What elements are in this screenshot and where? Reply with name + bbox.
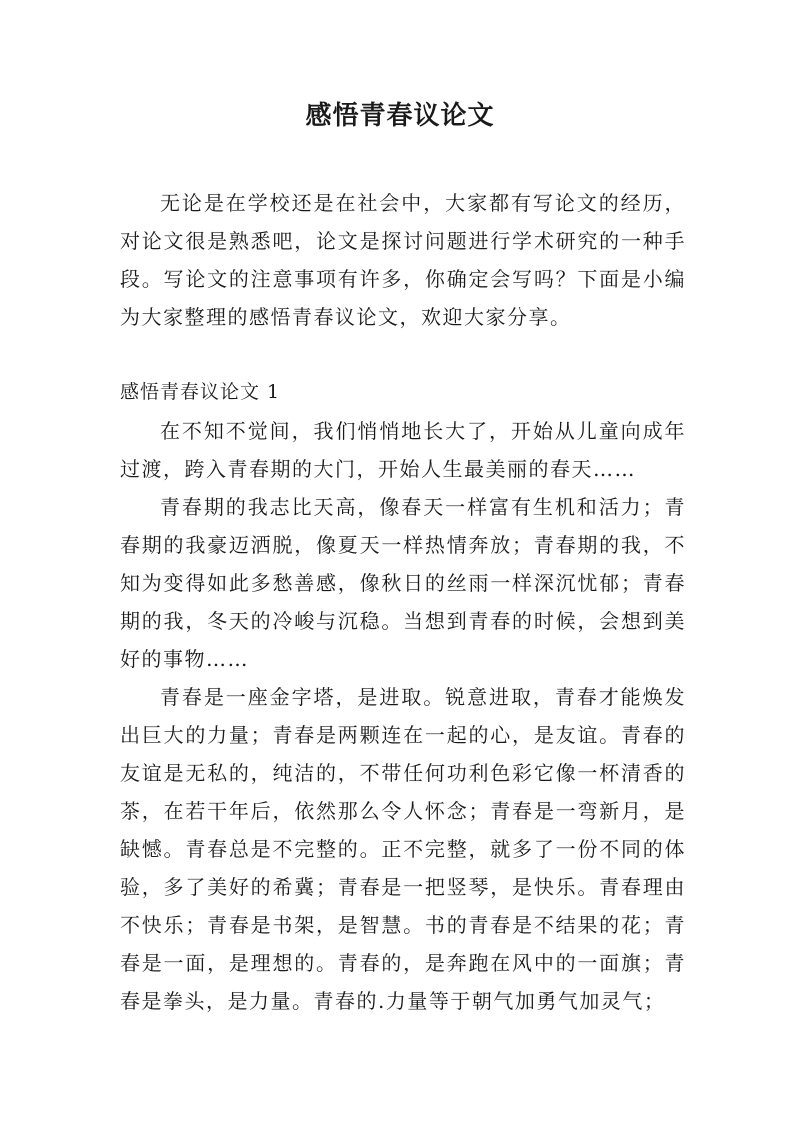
- document-title: 感悟青春议论文: [305, 101, 495, 131]
- essay-paragraph: 在不知不觉间，我们悄悄地长大了，开始从儿童向成年过渡，跨入青春期的大门，开始人生最美丽的春天……: [120, 419, 686, 481]
- essay-paragraph: 青春是一座金字塔，是进取。锐意进取，青春才能焕发出巨大的力量；青春是两颗连在一起的心，是友谊。青春的友谊是无私的，纯洁的，不带任何功利色彩它像一杯清香的茶，在若干年后，依然那么令人怀念；青春是一弯新月，是缺憾。青春总是不完整的。正不完整，就多了一份不同的体验，多了美好的希冀；青春是一把竖琴，是快乐。青春理由不快乐；青春是书架，是智慧。书的青春是不结果的花；青春是一面，是理想的。青春的，是奔跑在风中的一面旗；青春是拳头，是力量。青春的.力量等于朝气加勇气加灵气；: [120, 685, 686, 1013]
- essay-section: [120, 372, 686, 1020]
- section-heading: 感悟青春议论文 1: [120, 381, 281, 403]
- essay-paragraph: 青春期的我志比天高，像春天一样富有生机和活力；青春期的我豪迈洒脱，像夏天一样热情奔放；青春期的我，不知为变得如此多愁善感，像秋日的丝雨一样深沉忧郁；青春期的我，冬天的冷峻与沉稳。当想到青春的时候，会想到美好的事物……: [120, 495, 686, 671]
- intro-block: [120, 184, 686, 336]
- intro-paragraph: 无论是在学校还是在社会中，大家都有写论文的经历，对论文很是熟悉吧，论文是探讨问题进行学术研究的一种手段。写论文的注意事项有许多，你确定会写吗？下面是小编为大家整理的感悟青春议论文，欢迎大家分享。: [120, 191, 686, 329]
